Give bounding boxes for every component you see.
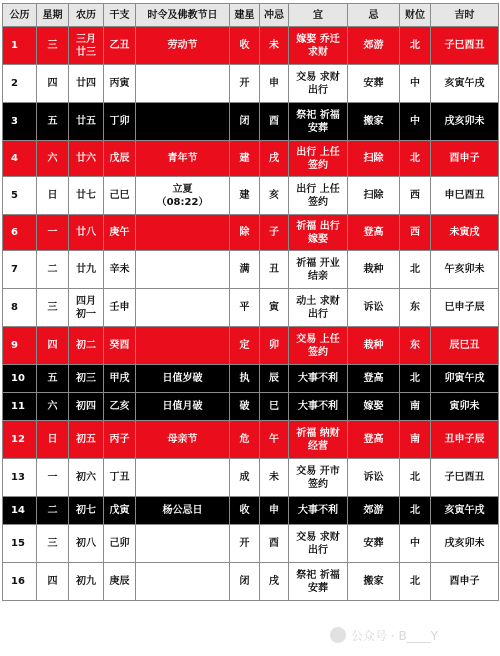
calendar-table [2, 3, 499, 601]
cell-ji: 登高 [348, 215, 400, 251]
table-row [3, 563, 499, 601]
cell-ji: 郊游 [348, 27, 400, 65]
cell-chongji: 申 [260, 497, 289, 525]
cell-jianxing: 闭 [230, 103, 260, 141]
cell-lunar [69, 27, 104, 65]
cell-lunar-line: 初六 [76, 472, 96, 483]
cell-jianxing: 除 [230, 215, 260, 251]
cell-lunar-line: 初五 [76, 434, 96, 445]
cell-jianxing: 危 [230, 421, 260, 459]
cell-jianxing: 建 [230, 141, 260, 177]
cell-yi-line: 祈福 开业 [296, 257, 340, 269]
table-row [3, 421, 499, 459]
cell-festival [136, 327, 230, 365]
calendar-header [3, 4, 499, 27]
cell-caiwei: 北 [400, 365, 431, 393]
cell-lunar-line: 廿六 [76, 153, 96, 164]
cell-week: 四 [37, 327, 69, 365]
cell-yi [289, 103, 348, 141]
cell-festival-line: 日值月破 [162, 401, 203, 412]
table-row [3, 103, 499, 141]
table-row [3, 27, 499, 65]
cell-ganzhi: 辛未 [104, 251, 136, 289]
cell-lunar [69, 525, 104, 563]
cell-yi-line: 交易 求财 [296, 531, 340, 543]
cell-jishi: 子巳酉丑 [431, 27, 499, 65]
header-jianxing: 建星 [230, 4, 260, 27]
cell-caiwei: 西 [400, 177, 431, 215]
cell-jianxing: 建 [230, 177, 260, 215]
cell-yi [289, 27, 348, 65]
cell-yi-line: 祭祀 祈福 [296, 569, 340, 581]
wechat-icon [330, 627, 346, 643]
cell-ji: 搬家 [348, 103, 400, 141]
watermark [330, 623, 438, 647]
cell-lunar-line: 初三 [76, 373, 96, 384]
cell-yi [289, 563, 348, 601]
cell-lunar [69, 365, 104, 393]
cell-ji: 郊游 [348, 497, 400, 525]
cell-ganzhi: 癸酉 [104, 327, 136, 365]
cell-lunar-line: 初四 [76, 401, 96, 412]
cell-week: 日 [37, 421, 69, 459]
cell-ganzhi: 戊辰 [104, 141, 136, 177]
cell-lunar-line: 廿三 [76, 46, 96, 58]
cell-jishi: 寅卯未 [431, 393, 499, 421]
cell-caiwei: 北 [400, 497, 431, 525]
table-row [3, 251, 499, 289]
cell-yi-line: 祈福 纳财 [296, 427, 340, 439]
cell-lunar [69, 289, 104, 327]
cell-yi [289, 289, 348, 327]
cell-yi-line: 安葬 [308, 582, 328, 594]
cell-chongji: 酉 [260, 103, 289, 141]
cell-chongji: 丑 [260, 251, 289, 289]
cell-day: 7 [3, 251, 37, 289]
header-chongji: 冲忌 [260, 4, 289, 27]
cell-lunar-line: 廿五 [76, 116, 96, 127]
cell-jianxing: 平 [230, 289, 260, 327]
cell-yi-line: 交易 上任 [296, 333, 340, 345]
cell-festival [136, 177, 230, 215]
cell-week: 六 [37, 141, 69, 177]
cell-day: 12 [3, 421, 37, 459]
cell-lunar-line: 四月 [76, 295, 96, 307]
table-row [3, 141, 499, 177]
cell-yi-line: 大事不利 [298, 401, 338, 412]
cell-lunar [69, 103, 104, 141]
cell-festival [136, 65, 230, 103]
cell-festival [136, 393, 230, 421]
cell-jishi: 戌亥卯未 [431, 525, 499, 563]
cell-jishi: 辰巳丑 [431, 327, 499, 365]
cell-yi-line: 祭祀 祈福 [296, 109, 340, 121]
cell-day: 6 [3, 215, 37, 251]
cell-jishi: 未寅戌 [431, 215, 499, 251]
cell-ganzhi: 甲戌 [104, 365, 136, 393]
header-nongli: 农历 [69, 4, 104, 27]
table-row [3, 365, 499, 393]
cell-yi-line: 嫁娶 乔迁 [296, 33, 340, 45]
cell-festival [136, 525, 230, 563]
cell-yi-line: 出行 [308, 308, 328, 320]
cell-chongji: 未 [260, 27, 289, 65]
cell-jianxing: 满 [230, 251, 260, 289]
cell-yi-line: 祈福 出行 [296, 220, 340, 232]
cell-chongji: 卯 [260, 327, 289, 365]
cell-yi-line: 交易 开市 [296, 465, 340, 477]
cell-lunar [69, 65, 104, 103]
table-row [3, 65, 499, 103]
cell-day: 3 [3, 103, 37, 141]
cell-yi-line: 出行 上任 [296, 146, 340, 158]
table-row [3, 215, 499, 251]
cell-yi [289, 141, 348, 177]
cell-jishi: 亥寅午戌 [431, 497, 499, 525]
cell-day: 9 [3, 327, 37, 365]
cell-yi [289, 393, 348, 421]
cell-day: 10 [3, 365, 37, 393]
cell-yi-line: 签约 [308, 196, 328, 208]
cell-caiwei: 北 [400, 251, 431, 289]
header-gongli: 公历 [3, 4, 37, 27]
cell-festival [136, 365, 230, 393]
cell-festival-line: 杨公忌日 [162, 505, 203, 516]
cell-yi-line: 出行 [308, 544, 328, 556]
cell-jishi: 酉申子 [431, 141, 499, 177]
cell-caiwei: 中 [400, 103, 431, 141]
cell-yi-line: 安葬 [308, 122, 328, 134]
table-row [3, 327, 499, 365]
cell-jishi: 午亥卯未 [431, 251, 499, 289]
cell-yi [289, 525, 348, 563]
cell-week: 三 [37, 289, 69, 327]
cell-day: 16 [3, 563, 37, 601]
cell-lunar [69, 421, 104, 459]
cell-jianxing: 收 [230, 497, 260, 525]
cell-jishi: 丑申子辰 [431, 421, 499, 459]
cell-week: 一 [37, 459, 69, 497]
cell-caiwei: 南 [400, 421, 431, 459]
cell-caiwei: 中 [400, 525, 431, 563]
cell-ji: 嫁娶 [348, 393, 400, 421]
cell-day: 8 [3, 289, 37, 327]
cell-chongji: 戌 [260, 141, 289, 177]
cell-yi [289, 215, 348, 251]
cell-jianxing: 开 [230, 65, 260, 103]
table-row [3, 177, 499, 215]
cell-day: 2 [3, 65, 37, 103]
cell-day: 13 [3, 459, 37, 497]
cell-chongji: 亥 [260, 177, 289, 215]
cell-lunar [69, 141, 104, 177]
cell-festival [136, 215, 230, 251]
cell-yi-line: 结亲 [308, 270, 328, 282]
cell-lunar [69, 327, 104, 365]
cell-chongji: 未 [260, 459, 289, 497]
cell-lunar-line: 初八 [76, 538, 96, 549]
cell-ganzhi: 壬申 [104, 289, 136, 327]
cell-lunar [69, 177, 104, 215]
cell-lunar-line: 廿七 [76, 190, 96, 201]
cell-festival [136, 421, 230, 459]
cell-ganzhi: 己巳 [104, 177, 136, 215]
cell-yi [289, 365, 348, 393]
table-row [3, 459, 499, 497]
cell-yi-line: 签约 [308, 478, 328, 490]
cell-day: 11 [3, 393, 37, 421]
cell-lunar-line: 初七 [76, 505, 96, 516]
cell-lunar-line: 廿九 [76, 264, 96, 275]
cell-caiwei: 北 [400, 459, 431, 497]
cell-yi [289, 497, 348, 525]
cell-ganzhi: 丙子 [104, 421, 136, 459]
cell-lunar [69, 251, 104, 289]
cell-festival [136, 563, 230, 601]
cell-week: 六 [37, 393, 69, 421]
cell-festival [136, 497, 230, 525]
cell-yi [289, 421, 348, 459]
cell-ganzhi: 丁丑 [104, 459, 136, 497]
cell-yi-line: 交易 求财 [296, 71, 340, 83]
cell-jianxing: 闭 [230, 563, 260, 601]
cell-ji: 诉讼 [348, 459, 400, 497]
cell-ji: 登高 [348, 365, 400, 393]
cell-chongji: 酉 [260, 525, 289, 563]
cell-chongji: 午 [260, 421, 289, 459]
cell-ganzhi: 丁卯 [104, 103, 136, 141]
cell-week: 四 [37, 65, 69, 103]
cell-yi-line: 动土 求财 [296, 295, 340, 307]
cell-festival-line: 青年节 [167, 153, 198, 164]
cell-jishi: 亥寅午戌 [431, 65, 499, 103]
cell-ganzhi: 戊寅 [104, 497, 136, 525]
header-xingqi: 星期 [37, 4, 69, 27]
cell-jishi: 申巳酉丑 [431, 177, 499, 215]
cell-week: 三 [37, 525, 69, 563]
cell-ji: 登高 [348, 421, 400, 459]
cell-lunar-line: 初二 [76, 340, 96, 351]
cell-yi [289, 65, 348, 103]
cell-caiwei: 南 [400, 393, 431, 421]
cell-week: 三 [37, 27, 69, 65]
cell-lunar-line: 廿八 [76, 227, 96, 238]
cell-caiwei: 北 [400, 141, 431, 177]
cell-chongji: 巳 [260, 393, 289, 421]
table-row [3, 525, 499, 563]
cell-festival-line: 日值岁破 [162, 373, 203, 384]
cell-ganzhi: 丙寅 [104, 65, 136, 103]
cell-day: 4 [3, 141, 37, 177]
cell-festival [136, 251, 230, 289]
cell-ganzhi: 己卯 [104, 525, 136, 563]
cell-yi-line: 签约 [308, 159, 328, 171]
cell-jishi: 巳申子辰 [431, 289, 499, 327]
cell-festival [136, 141, 230, 177]
cell-chongji: 戌 [260, 563, 289, 601]
cell-day: 14 [3, 497, 37, 525]
cell-jishi: 酉申子 [431, 563, 499, 601]
cell-ganzhi: 乙亥 [104, 393, 136, 421]
cell-jianxing: 破 [230, 393, 260, 421]
cell-caiwei: 东 [400, 289, 431, 327]
cell-festival-line: （08:22） [156, 196, 209, 208]
cell-festival [136, 459, 230, 497]
cell-festival [136, 103, 230, 141]
cell-jianxing: 执 [230, 365, 260, 393]
cell-day: 1 [3, 27, 37, 65]
cell-week: 日 [37, 177, 69, 215]
cell-lunar-line: 三月 [76, 33, 96, 45]
table-row [3, 289, 499, 327]
cell-week: 二 [37, 251, 69, 289]
cell-festival-line: 母亲节 [167, 434, 198, 445]
cell-caiwei: 北 [400, 563, 431, 601]
cell-jishi: 卯寅午戌 [431, 365, 499, 393]
cell-chongji: 寅 [260, 289, 289, 327]
header-festival: 时令及佛教节日 [136, 4, 230, 27]
header-jishi: 吉时 [431, 4, 499, 27]
cell-yi-line: 嫁娶 [308, 233, 328, 245]
cell-week: 一 [37, 215, 69, 251]
watermark-text: 公众号 · B____Y [351, 628, 439, 643]
cell-ji: 栽种 [348, 251, 400, 289]
cell-ji: 安葬 [348, 525, 400, 563]
cell-festival-line: 劳动节 [167, 40, 198, 51]
cell-caiwei: 西 [400, 215, 431, 251]
header-ganzhi: 干支 [104, 4, 136, 27]
cell-ganzhi: 庚辰 [104, 563, 136, 601]
cell-yi [289, 251, 348, 289]
cell-yi [289, 177, 348, 215]
table-row [3, 497, 499, 525]
cell-ji: 栽种 [348, 327, 400, 365]
cell-caiwei: 东 [400, 327, 431, 365]
cell-festival-line: 立夏 [172, 183, 193, 195]
cell-ji: 诉讼 [348, 289, 400, 327]
cell-festival [136, 27, 230, 65]
cell-ganzhi: 乙丑 [104, 27, 136, 65]
cell-lunar [69, 393, 104, 421]
cell-ganzhi: 庚午 [104, 215, 136, 251]
cell-day: 5 [3, 177, 37, 215]
cell-week: 五 [37, 103, 69, 141]
cell-ji: 扫除 [348, 177, 400, 215]
cell-chongji: 子 [260, 215, 289, 251]
cell-yi-line: 出行 [308, 84, 328, 96]
cell-yi-line: 求财 [308, 46, 328, 58]
cell-festival [136, 289, 230, 327]
cell-yi [289, 327, 348, 365]
cell-caiwei: 中 [400, 65, 431, 103]
header-row [3, 4, 499, 27]
cell-yi-line: 大事不利 [298, 373, 338, 384]
cell-lunar [69, 497, 104, 525]
cell-jishi: 戌亥卯未 [431, 103, 499, 141]
cell-lunar [69, 215, 104, 251]
cell-yi-line: 经营 [308, 440, 328, 452]
cell-ji: 安葬 [348, 65, 400, 103]
cell-yi-line: 签约 [308, 346, 328, 358]
cell-lunar-line: 廿四 [76, 78, 96, 89]
cell-week: 二 [37, 497, 69, 525]
cell-lunar [69, 563, 104, 601]
cell-yi-line: 大事不利 [298, 505, 338, 516]
cell-ji: 搬家 [348, 563, 400, 601]
cell-week: 五 [37, 365, 69, 393]
cell-lunar [69, 459, 104, 497]
cell-jianxing: 成 [230, 459, 260, 497]
cell-lunar-line: 初一 [76, 308, 96, 320]
header-yi: 宜 [289, 4, 348, 27]
table-row [3, 393, 499, 421]
cell-day: 15 [3, 525, 37, 563]
header-ji: 忌 [348, 4, 400, 27]
cell-jianxing: 开 [230, 525, 260, 563]
cell-jianxing: 定 [230, 327, 260, 365]
cell-jianxing: 收 [230, 27, 260, 65]
cell-week: 四 [37, 563, 69, 601]
cell-caiwei: 北 [400, 27, 431, 65]
header-caiwei: 财位 [400, 4, 431, 27]
cell-lunar-line: 初九 [76, 576, 96, 587]
cell-ji: 扫除 [348, 141, 400, 177]
cell-chongji: 辰 [260, 365, 289, 393]
cell-yi-line: 出行 上任 [296, 183, 340, 195]
cell-chongji: 申 [260, 65, 289, 103]
cell-jishi: 子巳酉丑 [431, 459, 499, 497]
calendar-body [3, 27, 499, 601]
cell-yi [289, 459, 348, 497]
